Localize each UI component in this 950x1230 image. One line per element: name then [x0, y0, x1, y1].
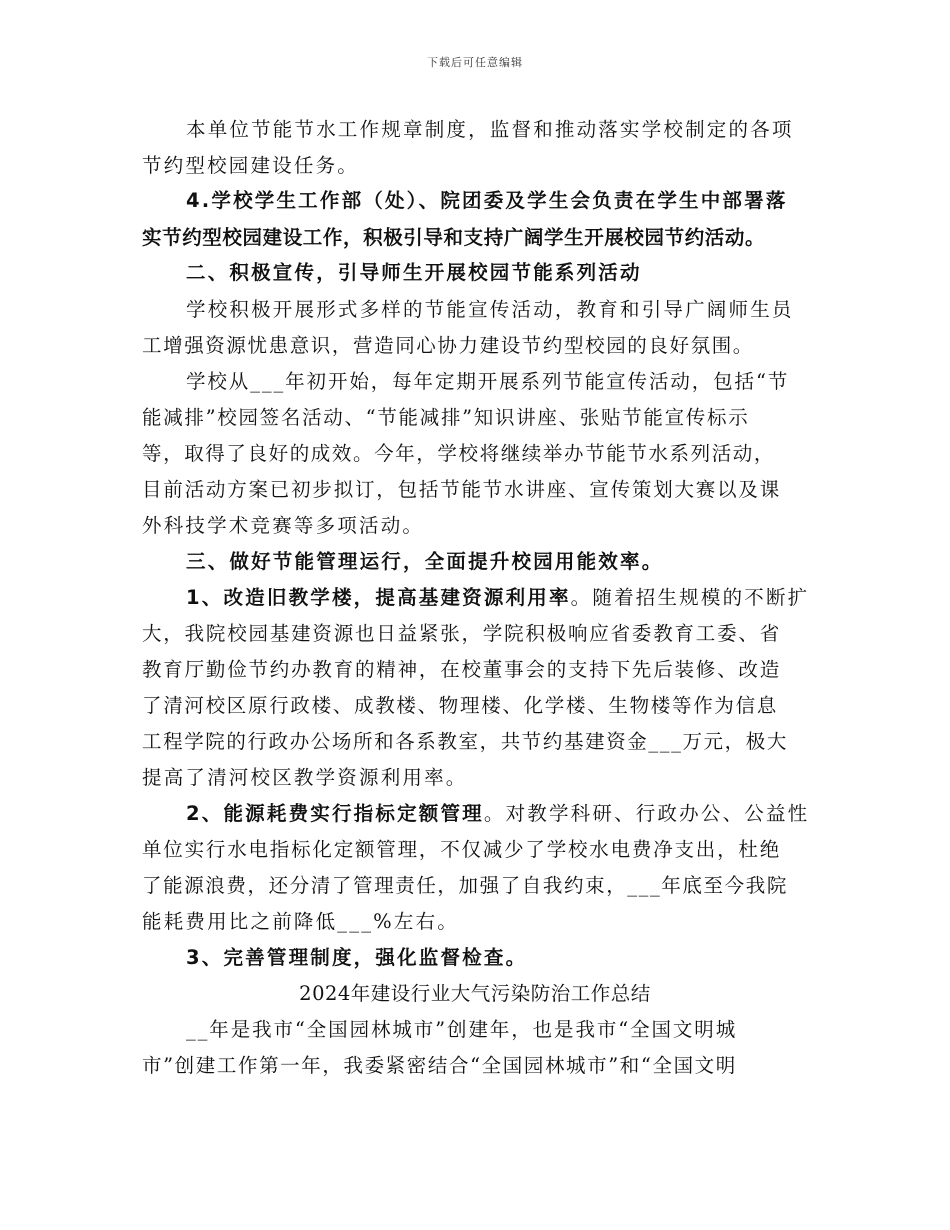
item-2-text: 。对教学科研、行政办公、公益性 [483, 802, 810, 825]
body-line: 节约型校园建设任务。 [142, 154, 360, 177]
body-line: 目前活动方案已初步拟订，包括节能节水讲座、宣传策划大赛以及课 [142, 478, 782, 501]
body-line: 工增强资源忧患意识，营造同心协力建设节约型校园的良好氛围。 [142, 334, 754, 357]
body-line: 外科技学术竞赛等多项活动。 [142, 514, 425, 537]
item-1-line [186, 584, 856, 612]
body-line: 等，取得了良好的成效。今年，学校将继续举办节能节水系列活动， [142, 442, 776, 465]
body-line: 了清河校区原行政楼、成教楼、物理楼、化学楼、生物楼等作为信息 [142, 694, 779, 717]
body-line: 教育厅勤俭节约办教育的精神，在校董事会的支持下先后装修、改造 [142, 658, 782, 681]
body-line: 了能源浪费，还分清了管理责任，加强了自我约束，___年底至今我院 [142, 874, 788, 897]
body-line: 学校从___年初开始，每年定期开展系列节能宣传活动，包括“节 [186, 370, 790, 393]
body-line: 大，我院校园基建资源也日益紧张，学院积极响应省委教育工委、省 [142, 622, 782, 645]
item-3-heading: 3、完善管理制度，强化监督检查。 [186, 946, 528, 969]
item-4-heading-cont: 实节约型校园建设工作，积极引导和支持广阔学生开展校园节约活动。 [142, 226, 766, 249]
item-1-text: 。随着招生规模的不断扩 [570, 586, 810, 609]
page-header: 下载后可任意编辑 [427, 56, 523, 69]
body-line: 能减排”校园签名活动、“节能减排”知识讲座、张贴节能宣传标示 [142, 406, 750, 429]
body-line: 能耗费用比之前降低___%左右。 [142, 910, 459, 933]
section-heading-3: 三、做好节能管理运行，全面提升校园用能效率。 [186, 550, 664, 573]
item-2-line [186, 800, 856, 828]
section-heading-2: 二、积极宣传，引导师生开展校园节能系列活动 [186, 261, 642, 284]
item-4-heading: 4.学校学生工作部（处）、院团委及学生会负责在学生中部署落 [186, 189, 788, 212]
body-line: 提高了清河校区教学资源利用率。 [142, 766, 468, 789]
document-title: 2024年建设行业大气污染防治工作总结 [299, 982, 651, 1005]
body-line: 工程学院的行政办公场所和各系教室，共节约基建资金___万元，极大 [142, 730, 788, 753]
body-line: 单位实行水电指标化定额管理，不仅减少了学校水电费净支出，杜绝 [142, 838, 782, 861]
body-line: 学校积极开展形式多样的节能宣传活动，教育和引导广阔师生员 [186, 298, 794, 321]
body-line: 市”创建工作第一年，我委紧密结合“全国园林城市”和“全国文明 [142, 1054, 737, 1077]
body-line: 本单位节能节水工作规章制度，监督和推动落实学校制定的各项 [186, 118, 794, 141]
body-line: __年是我市“全国园林城市”创建年，也是我市“全国文明城 [186, 1018, 738, 1041]
item-1-title: 1、改造旧教学楼，提高基建资源利用率 [186, 586, 571, 609]
item-2-title: 2、能源耗费实行指标定额管理 [186, 802, 484, 825]
